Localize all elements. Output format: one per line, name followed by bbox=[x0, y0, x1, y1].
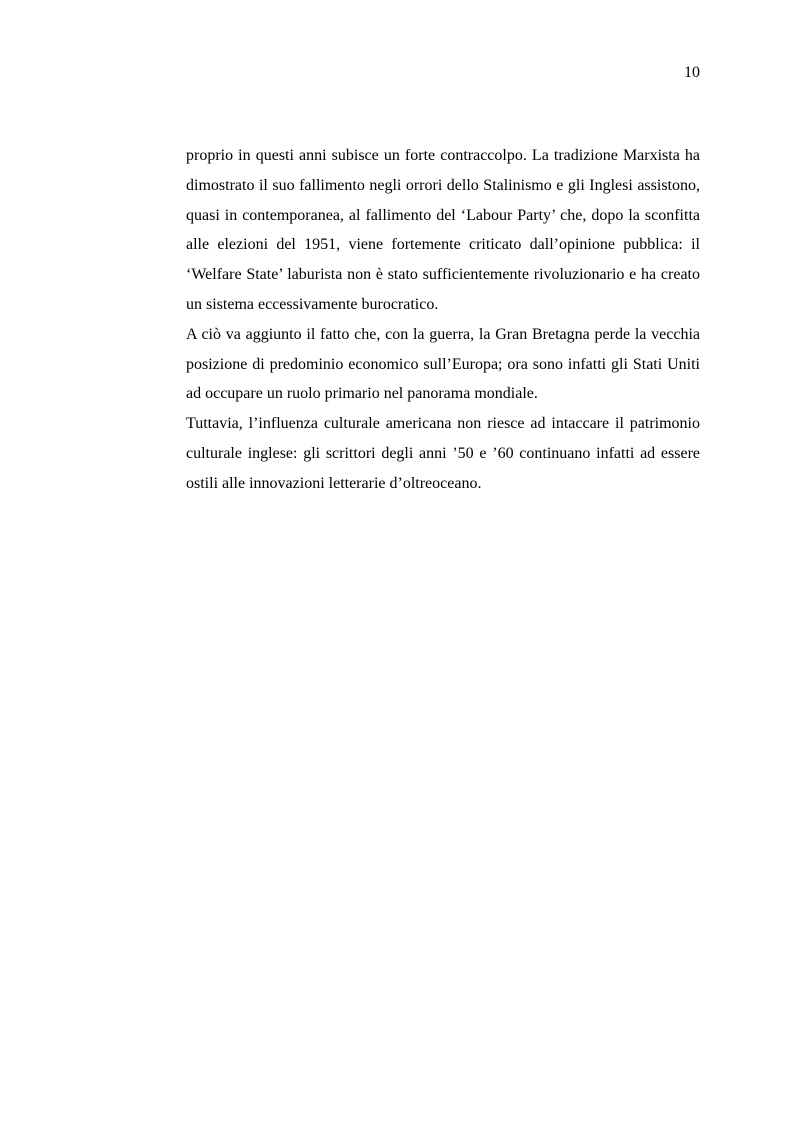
paragraph-3: Tuttavia, l’influenza culturale americana non riesce ad intaccare il patrimonio culturale inglese: gli scrittori degli anni ’50 e ’60 continuano infatti ad essere ostili alle innovazioni letterarie d’oltreoceano. bbox=[186, 415, 700, 492]
page-number: 10 bbox=[684, 64, 700, 81]
paragraph-1: proprio in questi anni subisce un forte contraccolpo. La tradizione Marxista ha dimostrato il suo fallimento negli orrori dello Stalinismo e gli Inglesi assistono, quasi in contemporanea, al fallimento del ‘Labour Party’ che, dopo la sconfitta alle elezioni del 1951, viene fortemente criticato dall’opinione pubblica: il ‘Welfare State’ laburista non è stato sufficientemente rivoluzionario e ha creato un sistema eccessivamente burocratico. bbox=[186, 147, 700, 313]
body-text bbox=[186, 141, 700, 499]
paragraph-2: A ciò va aggiunto il fatto che, con la guerra, la Gran Bretagna perde la vecchia posizione di predominio economico sull’Europa; ora sono infatti gli Stati Uniti ad occupare un ruolo primario nel panorama mondiale. bbox=[186, 325, 700, 403]
